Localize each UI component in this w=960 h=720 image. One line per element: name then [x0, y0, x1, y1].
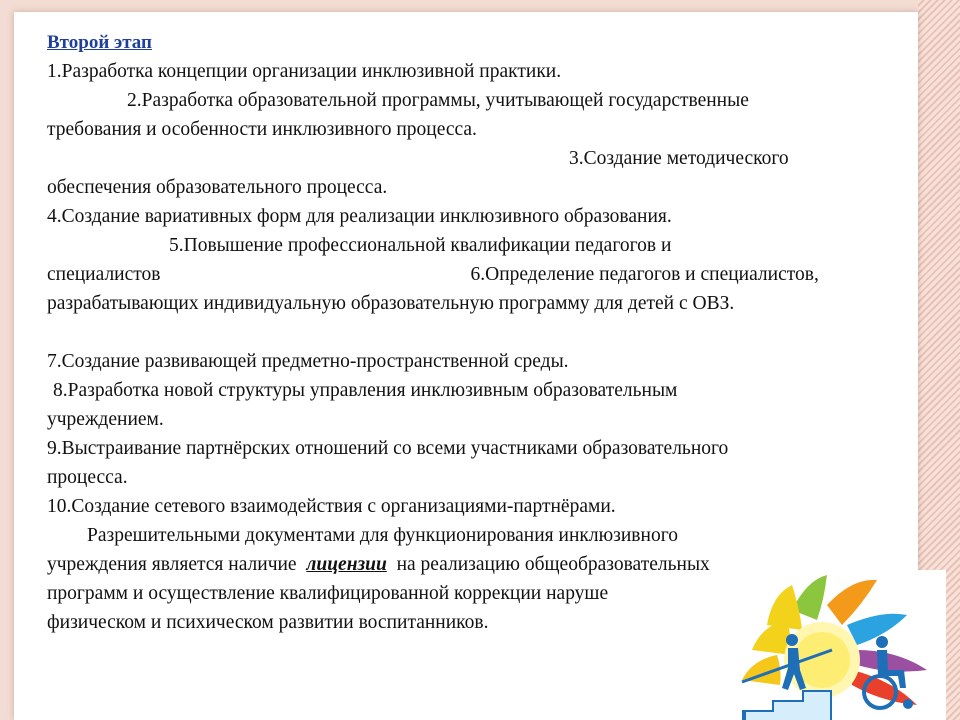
item-4: 4.Создание вариативных форм для реализации инклюзивного образования.	[47, 206, 672, 227]
item-5-cont: специалистов	[47, 264, 161, 285]
permit-text-c: на реализацию общеобразовательных	[396, 554, 710, 575]
item-3-cont: обеспечения образовательного процесса.	[47, 177, 388, 198]
permit-paragraph: Разрешительными документами для функционирования инклюзивного	[87, 525, 678, 546]
item-10: 10.Создание сетевого взаимодействия с организациями-партнёрами.	[47, 496, 616, 517]
item-6-cont: разрабатывающих индивидуальную образовательную программу для детей с ОВЗ.	[47, 293, 735, 314]
section-heading: Второй этап	[47, 32, 152, 53]
item-5: 5.Повышение профессиональной квалификации педагогов и	[169, 235, 672, 256]
permit-line-4: физическом и психическом развитии воспитанников.	[47, 612, 489, 633]
permit-line-3: программ и осуществление квалифицированной коррекции наруше	[47, 583, 609, 604]
item-3: 3.Создание методического	[569, 148, 789, 169]
permit-text-a: учреждения является наличие	[47, 554, 297, 575]
license-emphasis: лицензии	[306, 554, 387, 575]
item-7: 7.Создание развивающей предметно-пространственной среды.	[47, 351, 569, 372]
item-2-cont: требования и особенности инклюзивного процесса.	[47, 119, 477, 140]
item-2: 2.Разработка образовательной программы, учитывающей государственные	[127, 90, 749, 111]
item-8-cont: учреждением.	[47, 409, 164, 430]
item-1: 1.Разработка концепции организации инклюзивной практики.	[47, 61, 562, 82]
slide-text	[47, 28, 917, 637]
item-9-cont: процесса.	[47, 467, 128, 488]
item-9: 9.Выстраивание партнёрских отношений со всеми участниками образовательного	[47, 438, 729, 459]
item-6: 6.Определение педагогов и специалистов,	[470, 264, 819, 285]
item-5-6-line	[47, 260, 917, 289]
item-8: 8.Разработка новой структуры управления инклюзивным образовательным	[53, 380, 678, 401]
inclusive-education-sun-logo-icon	[732, 570, 946, 720]
